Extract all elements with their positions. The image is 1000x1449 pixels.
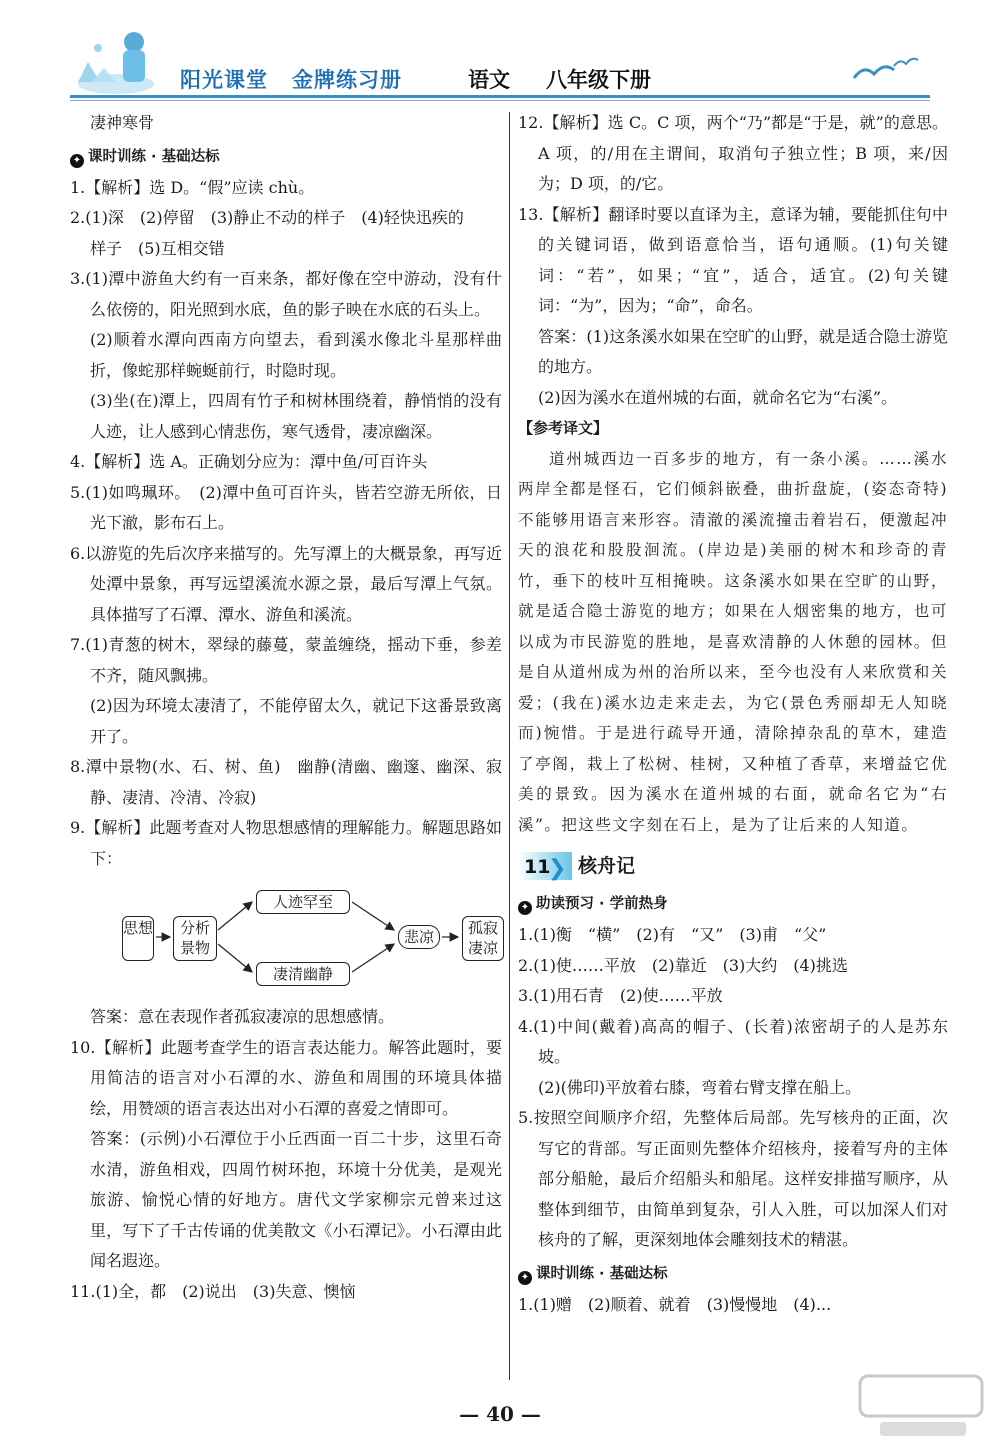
right-column bbox=[518, 108, 948, 1320]
answer-3-3: (3)坐(在)潭上，四周有竹子和树林围绕着，静悄悄的没有人迹，让人感到心情悲伤，寒气透骨，凄凉幽深。 bbox=[90, 391, 502, 441]
section-icon: ✦ bbox=[518, 1271, 532, 1285]
brand-title: 阳光课堂 bbox=[180, 68, 268, 92]
answer-9-result: 答案：意在表现作者孤寂凄凉的思想感情。 bbox=[90, 1007, 395, 1026]
reference-translation: 道州城西边一百多步的地方，有一条小溪。……溪水两岸全都是怪石，它们倾斜嵌叠，曲折盘旋，(姿态奇特)不能够用语言来形容。清澈的溪流撞击着岩石，便激起冲天的浪花和股股洄流。(岸边是)美丽的树木和珍奇的青竹，垂下的枝叶互相掩映。这条溪水如果在空旷的山野，就是适合隐士游览的地方；如果在人烟密集的地方，也可以成为市民游览的胜地，是喜欢清静的人休憩的园林。但是自从道州成为州的治所以来，至今也没有人来欣赏和关爱；(我在)溪水边走来走去，为它(景色秀丽却无人知晓而)惋惜。于是进行疏导开通，清除掉杂乱的草木，建造了亭阁，栽上了松树、桂树，又种植了香草，来增益它优美的景致。因为溪水在道州城的右面，就命名它为“右溪”。把这些文字刻在石上，是为了让后来的人知道。 bbox=[518, 449, 948, 834]
preview-3: 3.(1)用石青 (2)使……平放 bbox=[518, 986, 723, 1005]
site-watermark-logo bbox=[856, 1372, 986, 1442]
node-deserted: 人迹罕至 bbox=[256, 890, 350, 914]
lesson-number: 11 bbox=[524, 856, 551, 878]
lesson-heading bbox=[518, 850, 948, 884]
answer-10: 10.【解析】此题考查学生的语言表达能力。解答此题时，要用简洁的语言对小石潭的水、游鱼和周围的环境具体描绘，用赞颂的语言表达出对小石潭的喜爱之情即可。 bbox=[70, 1037, 502, 1118]
preview-4-1: 4.(1)中间(戴着)高高的帽子、(长着)浓密胡子的人是苏东坡。 bbox=[518, 1016, 948, 1066]
left-column bbox=[70, 108, 502, 1307]
answer-1: 1.【解析】选 D。“假”应读 chù。 bbox=[70, 177, 315, 197]
preview-5: 5.按照空间顺序介绍，先整体后局部。先写核舟的正面，次写它的背部。写正面则先整体介绍核舟，接着写舟的主体部分船舱，最后介绍船头和船尾。这样安排描写顺序，从整体到细节，由简单到复杂，引人入胜，可以加深人们对核舟的了解，更深刻地体会雕刻技术的精湛。 bbox=[518, 1108, 948, 1249]
answer-12: 12.【解析】选 C。C 项，两个“乃”都是“于是，就”的意思。A 项，的/用在主谓间，取消句子独立性；B 项，来/因为；D 项，的/它。 bbox=[518, 113, 948, 193]
answer-4: 4.【解析】选 A。正确划分应为：潭中鱼/可百许头 bbox=[70, 452, 428, 471]
reference-translation-title: 【参考译文】 bbox=[518, 419, 609, 437]
reasoning-diagram bbox=[70, 882, 502, 992]
training-1: 1.(1)赠 (2)顺着、就着 (3)慢慢地 (4)... bbox=[518, 1294, 832, 1314]
answer-3-1: 3.(1)潭中游鱼大约有一百来条，都好像在空中游动，没有什么依傍的，阳光照到水底，鱼的影子映在水底的石头上。 bbox=[70, 269, 502, 319]
preview-4-2: (2)(佛印)平放着右膝，弯着右臂支撑在船上。 bbox=[538, 1077, 862, 1097]
intro-line: 凄神寒骨 bbox=[90, 113, 155, 132]
header-rule bbox=[70, 95, 930, 98]
preview-1: 1.(1)衡 “横” (2)有 “又” (3)甫 “父” bbox=[518, 925, 827, 944]
section-icon: ✦ bbox=[518, 901, 532, 915]
section-icon: ✦ bbox=[70, 154, 84, 168]
lesson-title: 核舟记 bbox=[578, 855, 636, 877]
section-heading: ✦ 课时训练 · 基础达标 bbox=[70, 143, 502, 171]
answer-13-result-1: 答案：(1)这条溪水如果在空旷的山野，就是适合隐士游览的地方。 bbox=[538, 326, 948, 376]
answer-8: 8.潭中景物(水、石、树、鱼) 幽静(清幽、幽邃、幽深、寂静、凄清、冷清、冷寂) bbox=[70, 757, 502, 807]
node-lonely: 孤寂凄凉 bbox=[462, 916, 504, 961]
subject-label: 语文 bbox=[468, 68, 510, 92]
answer-5: 5.(1)如鸣珮环。 (2)潭中鱼可百许头，皆若空游无所依，日光下澈，影布石上。 bbox=[70, 482, 502, 532]
answer-13-result-2: (2)因为溪水在道州城的右面，就命名它为“右溪”。 bbox=[538, 387, 898, 407]
column-divider bbox=[509, 112, 510, 1380]
page-number: — 40 — bbox=[459, 1402, 541, 1426]
answer-2-line2: 样子 (5)互相交错 bbox=[90, 238, 225, 258]
answer-9: 9.【解析】此题考查对人物思想感情的理解能力。解题思路如下： bbox=[70, 818, 502, 868]
section-heading-training: ✦ 课时训练 · 基础达标 bbox=[518, 1260, 948, 1288]
answer-3-2: (2)顺着水潭向西南方向望去，看到溪水像北斗星那样曲折，像蛇那样蜿蜒前行，时隐时现。 bbox=[90, 330, 502, 380]
answer-7-2: (2)因为环境太凄清了，不能停留太久，就记下这番景致离开了。 bbox=[90, 696, 502, 746]
page-header bbox=[0, 0, 1000, 110]
answer-6: 6.以游览的先后次序来描写的。先写潭上的大概景象，再写近处潭中景象，再写远望溪流水源之景，最后写潭上气氛。具体描写了石潭、潭水、游鱼和溪流。 bbox=[70, 543, 502, 624]
grade-label: 八年级下册 bbox=[546, 68, 651, 92]
answer-7-1: 7.(1)青葱的树木，翠绿的藤蔓，蒙盖缠绕，摇动下垂，参差不齐，随风飘拂。 bbox=[70, 635, 502, 685]
section-heading-preview: ✦ 助读预习 · 学前热身 bbox=[518, 890, 948, 918]
preview-2: 2.(1)使……平放 (2)靠近 (3)大约 (4)挑选 bbox=[518, 955, 848, 975]
node-thought: 思想 bbox=[122, 916, 154, 961]
chevron-right-icon: ❯ bbox=[548, 856, 567, 881]
answer-10-result: 答案：(示例)小石潭位于小丘西面一百二十步，这里石奇水清，游鱼相戏，四周竹树环抱，环境十分优美，是观光旅游、愉悦心情的好地方。唐代文学家柳宗元曾来过这里，写下了千古传诵的优美散文《小石潭记》。小石潭由此闻名遐迩。 bbox=[90, 1129, 502, 1270]
seagulls-icon bbox=[850, 50, 920, 90]
brand-subtitle: 金牌练习册 bbox=[292, 68, 402, 92]
node-sorrow: 悲凉 bbox=[398, 925, 440, 949]
node-desolate-quiet: 凄清幽静 bbox=[256, 962, 350, 986]
answer-11: 11.(1)全，都 (2)说出 (3)失意、懊恼 bbox=[70, 1281, 356, 1301]
answer-2-line1: 2.(1)深 (2)停留 (3)静止不动的样子 (4)轻快迅疾的 bbox=[70, 208, 464, 227]
node-analyze-scene: 分析景物 bbox=[173, 916, 217, 961]
kid-on-globe-logo bbox=[68, 22, 158, 96]
answer-13: 13.【解析】翻译时要以直译为主，意译为辅，要能抓住句中的关键词语，做到语意恰当，语句通顺。(1)句关键词：“若”，如果；“宜”，适合，适宜。(2)句关键词：“为”，因为；“命”，命名。 bbox=[518, 204, 948, 315]
header-rule-thin bbox=[70, 100, 930, 101]
